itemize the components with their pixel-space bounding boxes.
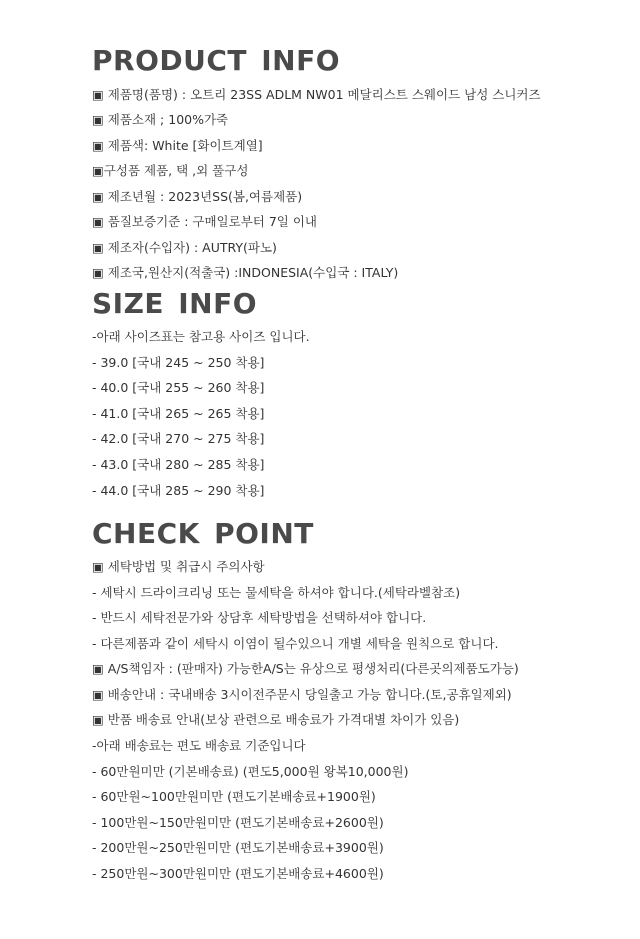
size-row: - 44.0 [국내 285 ~ 290 착용] — [92, 483, 265, 498]
care-line: - 세탁시 드라이크리닝 또는 물세탁을 하셔야 합니다.(세탁라벨참조) — [92, 585, 461, 600]
as-responsible-line: ▣ A/S책임자 : (판매자) 가능한A/S는 유상으로 평생처리(다른곳의제품도가능) — [92, 661, 519, 676]
shipping-fee-note-line: -아래 배송료는 편도 배송료 기준입니다 — [92, 738, 306, 753]
size-row: - 41.0 [국내 265 ~ 265 착용] — [92, 406, 265, 421]
shipping-fee-row: - 60만원미만 (기본배송료) (편도5,000원 왕복10,000원) — [92, 764, 409, 779]
size-row: - 39.0 [국내 245 ~ 250 착용] — [92, 355, 265, 370]
shipping-fee-row: - 60만원~100만원미만 (편도기본배송료+1900원) — [92, 789, 376, 804]
size-row: - 40.0 [국내 255 ~ 260 착용] — [92, 380, 265, 395]
shipping-info-line: ▣ 배송안내 : 국내배송 3시이전주문시 당일출고 가능 합니다.(토,공휴일제외) — [92, 687, 512, 702]
care-heading-line: ▣ 세탁방법 및 취급시 주의사항 — [92, 559, 265, 574]
shipping-fee-row: - 250만원~300만원미만 (편도기본배송료+4600원) — [92, 866, 384, 881]
product-color-line: ▣ 제품색: White [화이트계열] — [92, 138, 263, 153]
size-info-heading: SIZE INFO — [92, 287, 258, 320]
size-row: - 43.0 [국내 280 ~ 285 착용] — [92, 457, 265, 472]
check-point-heading: CHECK POINT — [92, 517, 314, 550]
return-shipping-line: ▣ 반품 배송료 안내(보상 관련으로 배송료가 가격대별 차이가 있음) — [92, 712, 460, 727]
care-line: - 다른제품과 같이 세탁시 이염이 될수있으니 개별 세탁을 원칙으로 합니다. — [92, 636, 499, 651]
shipping-fee-row: - 100만원~150만원미만 (편도기본배송료+2600원) — [92, 815, 384, 830]
origin-line: ▣ 제조국,원산지(적출국) :INDONESIA(수입국 : ITALY) — [92, 265, 399, 280]
product-material-line: ▣ 제품소재 ; 100%가죽 — [92, 112, 229, 127]
product-info-heading: PRODUCT INFO — [92, 44, 341, 77]
product-name-line: ▣ 제품명(품명) : 오트리 23SS ADLM NW01 메달리스트 스웨이드 남성 스니커즈 — [92, 87, 541, 102]
manufacture-date-line: ▣ 제조년월 : 2023년SS(봄,여름제품) — [92, 189, 303, 204]
shipping-fee-row: - 200만원~250만원미만 (편도기본배송료+3900원) — [92, 840, 384, 855]
product-contents-line: ▣구성품 제품, 택 ,외 풀구성 — [92, 163, 249, 178]
manufacturer-line: ▣ 제조자(수입자) : AUTRY(파노) — [92, 240, 277, 255]
size-row: - 42.0 [국내 270 ~ 275 착용] — [92, 431, 265, 446]
warranty-line: ▣ 품질보증기준 : 구매일로부터 7일 이내 — [92, 214, 317, 229]
care-line: - 반드시 세탁전문가와 상담후 세탁방법을 선택하셔야 합니다. — [92, 610, 427, 625]
size-note-line: -아래 사이즈표는 참고용 사이즈 입니다. — [92, 329, 310, 344]
